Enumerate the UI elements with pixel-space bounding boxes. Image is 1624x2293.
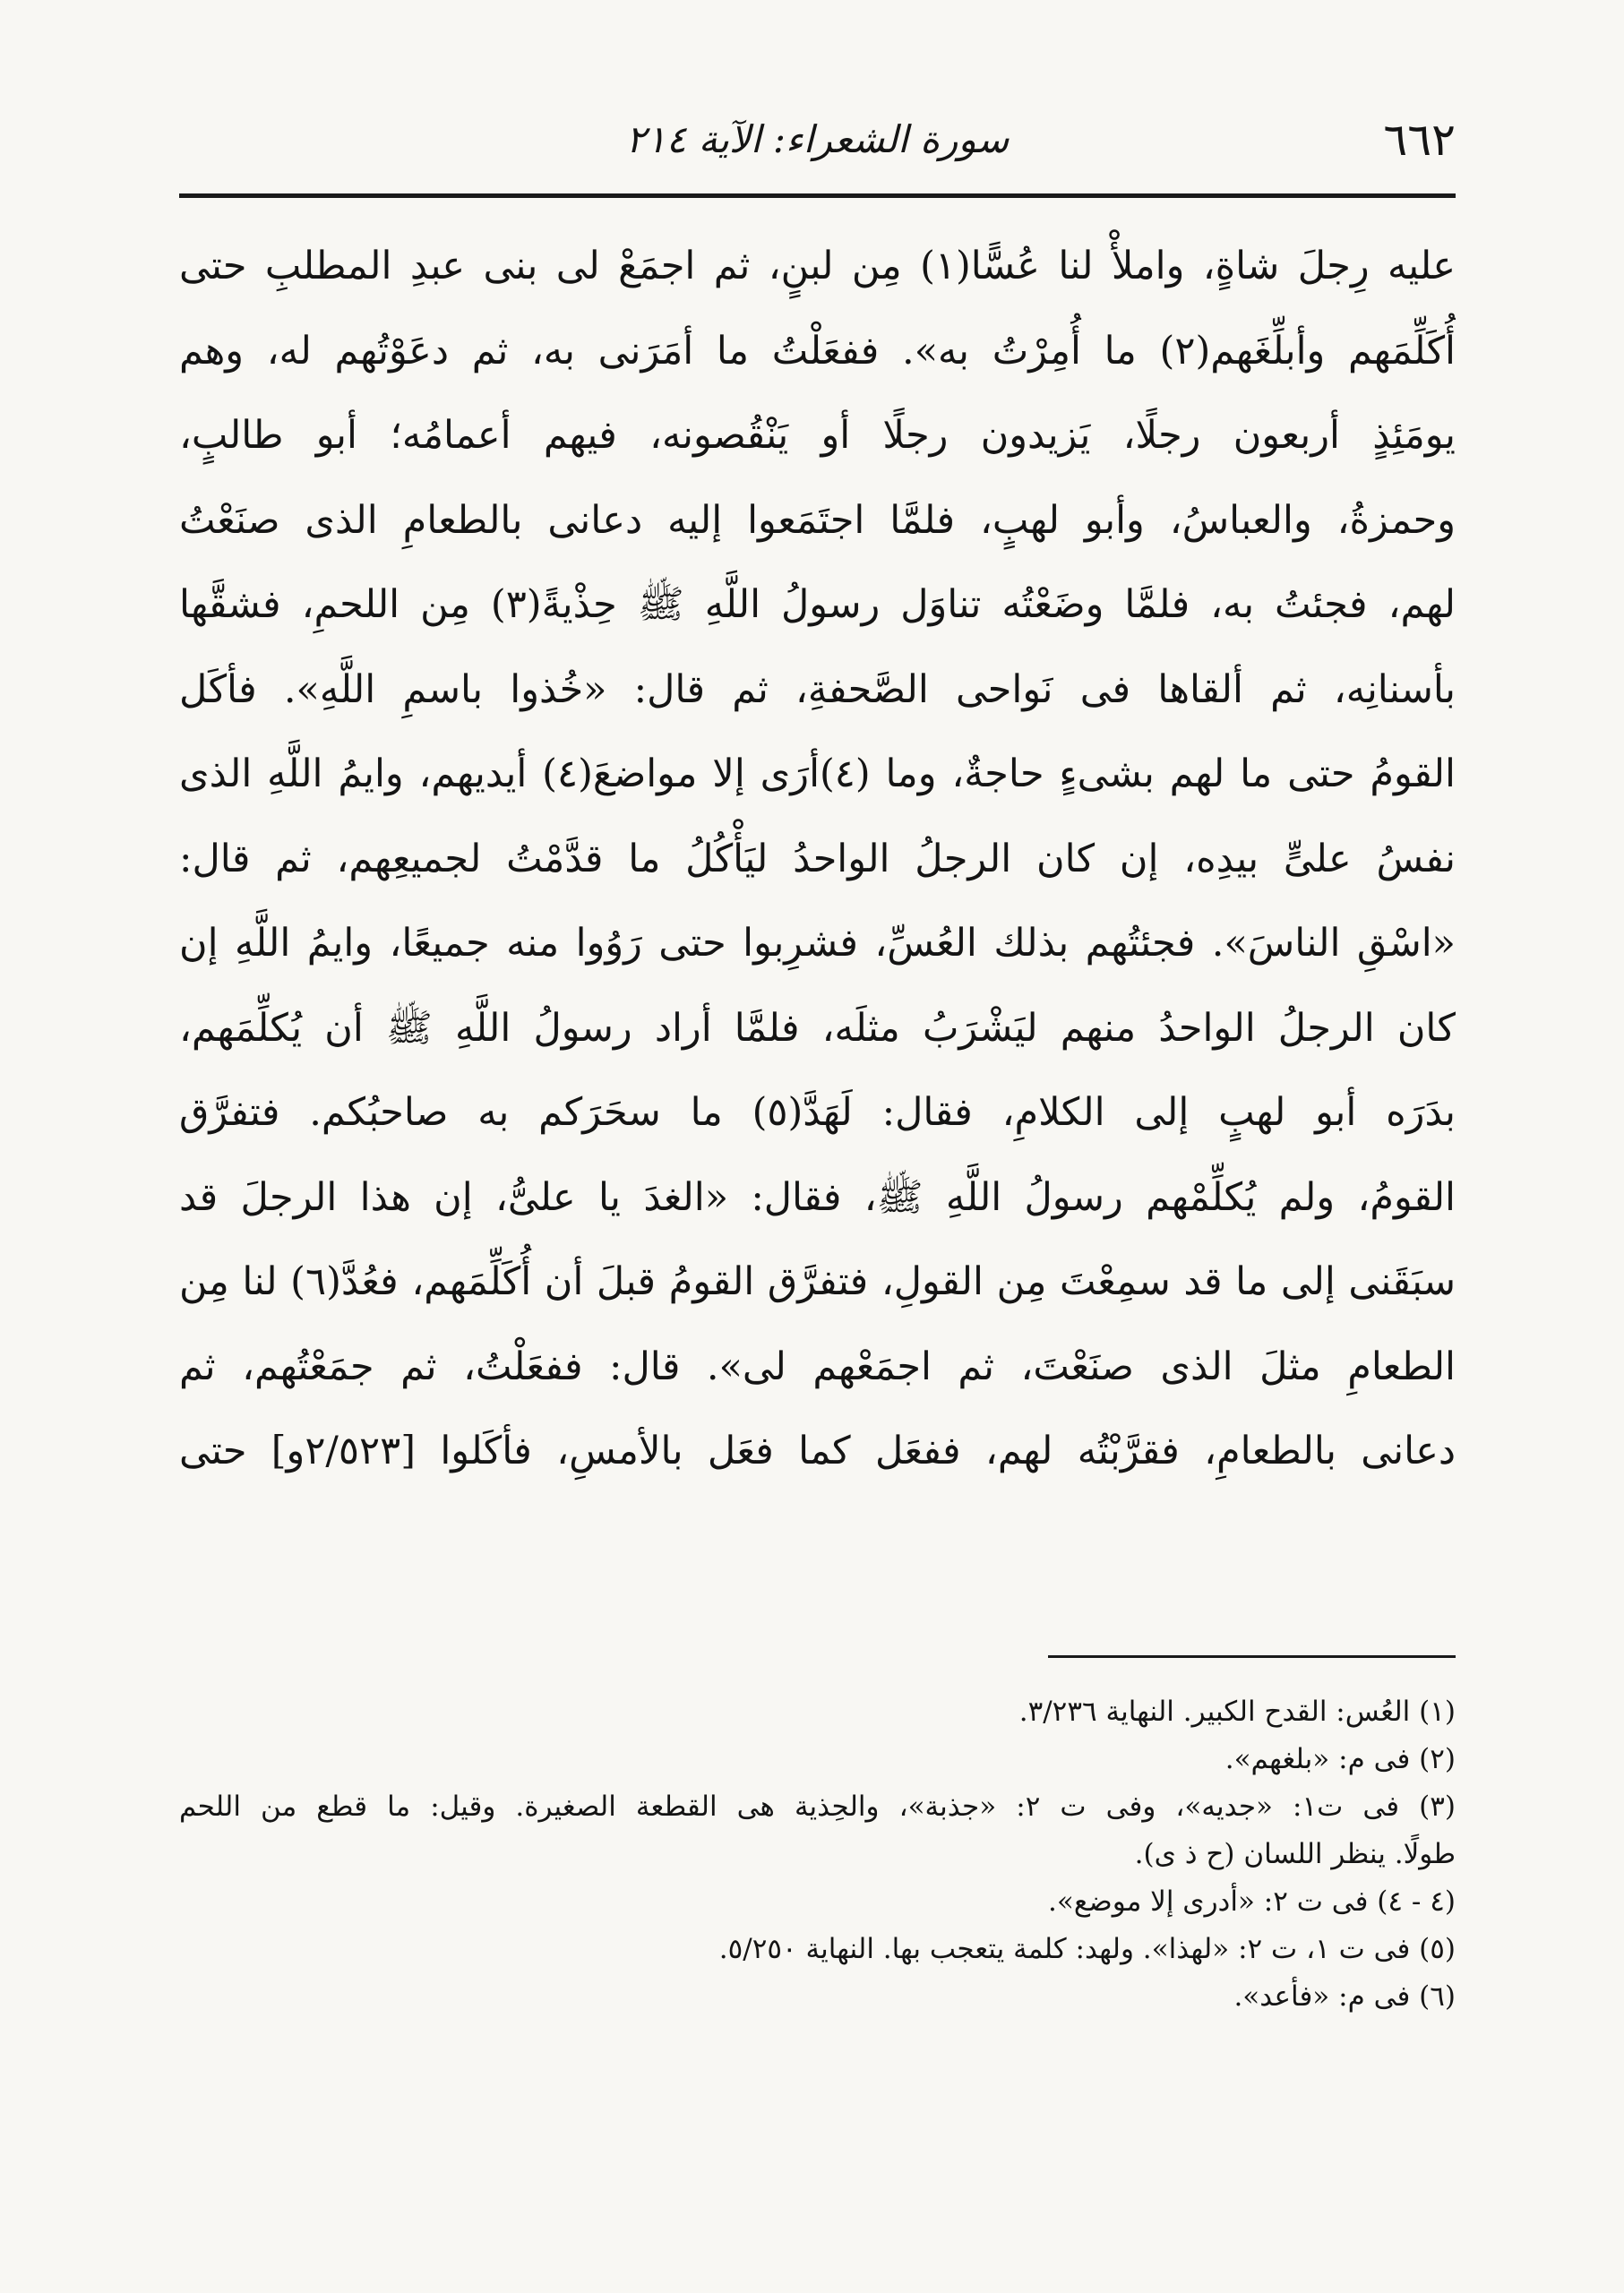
footnote: (٦) فى م: «فأعد».	[1233, 1980, 1456, 2013]
text-line: وحمزةُ، والعباسُ، وأبو لهبٍ، فلمَّا اجتَمَعوا إليه دعانى بالطعامِ الذى صنَعْتُ	[179, 497, 1456, 543]
text-line: سبَقَنى إلى ما قد سمِعْتَ مِن القولِ، فتفرَّق القومُ قبلَ أن أُكَلِّمَهم، فعُدَّ(٦) لنا مِن	[179, 1259, 1456, 1304]
header-rule	[179, 193, 1456, 198]
text-line: بأسنانِه، ثم ألقاها فى نَواحى الصَّحفةِ، ثم قال: «خُذوا باسمِ اللَّهِ». فأكَل	[179, 666, 1456, 712]
text-line: نفسُ علىٍّ بيدِه، إن كان الرجلُ الواحدُ ليَأْكُلُ ما قدَّمْتُ لجميعِهم، ثم قال:	[179, 836, 1456, 881]
text-line: عليه رِجلَ شاةٍ، واملأْ لنا عُسًّا(١) مِن لبنٍ، ثم اجمَعْ لى بنى عبدِ المطلبِ حتى	[179, 244, 1456, 288]
text-line: لهم، فجئتُ به، فلمَّا وضَعْتُه تناوَل رسولُ اللَّهِ ﷺ حِذْيةً(٣) مِن اللحمِ، فشقَّها	[179, 582, 1456, 627]
footnote-rule	[1048, 1655, 1456, 1658]
text-line: القومُ، ولم يُكلِّمْهم رسولُ اللَّهِ ﷺ، فقال: «الغدَ يا علىُّ، إن هذا الرجلَ قد	[179, 1174, 1456, 1220]
footnote-continuation: طولًا. ينظر اللسان (ح ذ ى).	[1134, 1838, 1456, 1870]
main-text	[179, 224, 1456, 1494]
footnote: (١) العُس: القدح الكبير. النهاية ٣/٢٣٦.	[1018, 1696, 1456, 1728]
page-number: ٦٦٢	[1383, 114, 1456, 166]
footnotes	[179, 1688, 1456, 2021]
text-line: كان الرجلُ الواحدُ منهم ليَشْرَبُ مثلَه، فلمَّا أراد رسولُ اللَّهِ ﷺ أن يُكلِّمَهم،	[179, 1005, 1456, 1051]
footnote: (٢) فى م: «بلغهم».	[1224, 1743, 1456, 1775]
footnote: (٥) فى ت ١، ت ٢: «لهذا». ولهد: كلمة يتعجب بها. النهاية ٥/٢٥٠.	[718, 1933, 1456, 1965]
text-line: القومُ حتى ما لهم بشىءٍ حاجةٌ، وما (٤)أرَى إلا مواضعَ(٤) أيديهم، وايمُ اللَّهِ الذى	[179, 751, 1456, 796]
footnote: (٣) فى ت١: «جديه»، وفى ت ٢: «جذبة»، والحِذية هى القطعة الصغيرة. وقيل: ما قطع من اللحم	[179, 1791, 1456, 1823]
footnote: (٤ - ٤) فى ت ٢: «أدرى إلا موضع».	[1048, 1885, 1456, 1918]
text-line: بدَرَه أبو لهبٍ إلى الكلامِ، فقال: لَهَدَّ(٥) ما سحَرَكم به صاحبُكم. فتفرَّق	[179, 1090, 1456, 1135]
page-header	[179, 106, 1456, 177]
text-line: دعانى بالطعامِ، فقرَّبْتُه لهم، ففعَل كما فعَل بالأمسِ، فأكَلوا [٢/٥٢٣و] حتى	[179, 1429, 1456, 1473]
running-title: سورة الشعراء: الآية ٢١٤	[625, 117, 1010, 161]
text-line: «اسْقِ الناسَ». فجئتُهم بذلك العُسِّ، فشرِبوا حتى رَوُوا منه جميعًا، وايمُ اللَّهِ إن	[179, 921, 1456, 966]
text-line: يومَئِذٍ أربعون رجلًا، يَزيدون رجلًا أو يَنْقُصونه، فيهم أعمامُه؛ أبو طالبٍ،	[179, 413, 1456, 458]
text-line: الطعامِ مثلَ الذى صنَعْتَ، ثم اجمَعْهم لى». قال: ففعَلْتُ، ثم جمَعْتُهم، ثم	[179, 1344, 1456, 1389]
text-line: أُكَلِّمَهم وأبلِّغَهم(٢) ما أُمِرْتُ به». ففعَلْتُ ما أمَرَنى به، ثم دعَوْتُهم له، وهم	[179, 328, 1456, 374]
